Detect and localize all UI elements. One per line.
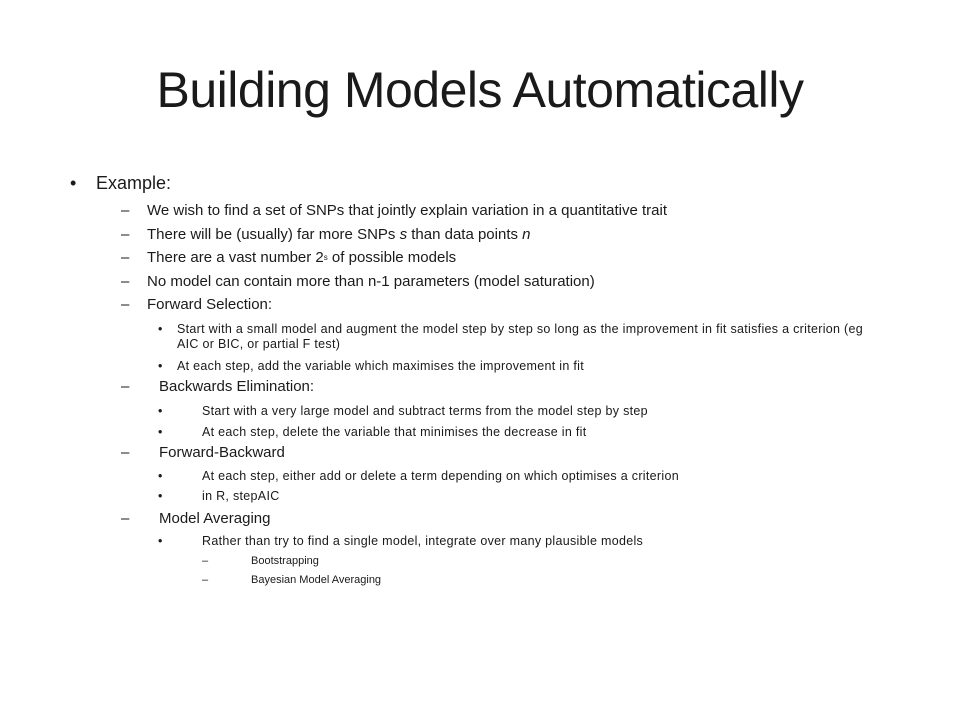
forward-selection-item-1: Start with a small model and augment the model step by step so long as the improvement in fit satisfies a criterion (eg AIC or BIC, or partial F test): [177, 322, 864, 351]
forward-backward-item-1: At each step, either add or delete a term depending on which optimises a criterion: [202, 469, 679, 483]
backwards-elimination-item-2: At each step, delete the variable that minimises the decrease in fit: [202, 425, 587, 439]
bullet-marker: •: [158, 359, 163, 373]
bullet-marker: •: [158, 534, 163, 548]
dash-marker: –: [202, 555, 209, 567]
dash-marker: –: [121, 249, 130, 266]
point-vast-number: There are a vast number 2$^s$ of possible models: [147, 249, 457, 266]
backwards-elimination-item-1: Start with a very large model and subtract terms from the model step by step: [202, 404, 648, 418]
point-model-saturation: No model can contain more than n-1 parameters (model saturation): [147, 273, 595, 290]
example-label: Example:: [96, 173, 172, 193]
bullet-marker: •: [158, 322, 163, 336]
dash-marker: –: [121, 378, 130, 395]
dash-marker: –: [121, 202, 130, 219]
model-averaging-subitem-bma: Bayesian Model Averaging: [251, 574, 382, 586]
dash-marker: –: [121, 444, 130, 461]
bullet-marker: •: [158, 404, 163, 418]
slide-title: Building Models Automatically: [156, 62, 804, 118]
dash-marker: –: [121, 296, 130, 313]
bullet-marker: •: [158, 425, 163, 439]
model-averaging-item: Rather than try to find a single model, integrate over many plausible models: [202, 534, 644, 548]
point-more-snps: There will be (usually) far more SNPs s than data points n: [147, 226, 531, 243]
dash-marker: –: [121, 510, 130, 527]
dash-marker: –: [121, 273, 130, 290]
point-snp-set: We wish to find a set of SNPs that jointly explain variation in a quantitative trait: [147, 202, 667, 219]
backwards-elimination-heading: Backwards Elimination:: [159, 378, 315, 395]
model-averaging-heading: Model Averaging: [159, 510, 271, 527]
bullet-marker: •: [158, 469, 163, 483]
forward-backward-item-2: in R, stepAIC: [202, 489, 280, 503]
bullet-marker: •: [70, 173, 77, 193]
dash-marker: –: [121, 226, 130, 243]
model-averaging-subitem-bootstrapping: Bootstrapping: [251, 555, 319, 567]
forward-selection-item-2: At each step, add the variable which maximises the improvement in fit: [177, 359, 584, 373]
forward-backward-heading: Forward-Backward: [159, 444, 285, 461]
forward-selection-heading: Forward Selection:: [147, 296, 273, 313]
bullet-marker: •: [158, 489, 163, 503]
dash-marker: –: [202, 574, 209, 586]
